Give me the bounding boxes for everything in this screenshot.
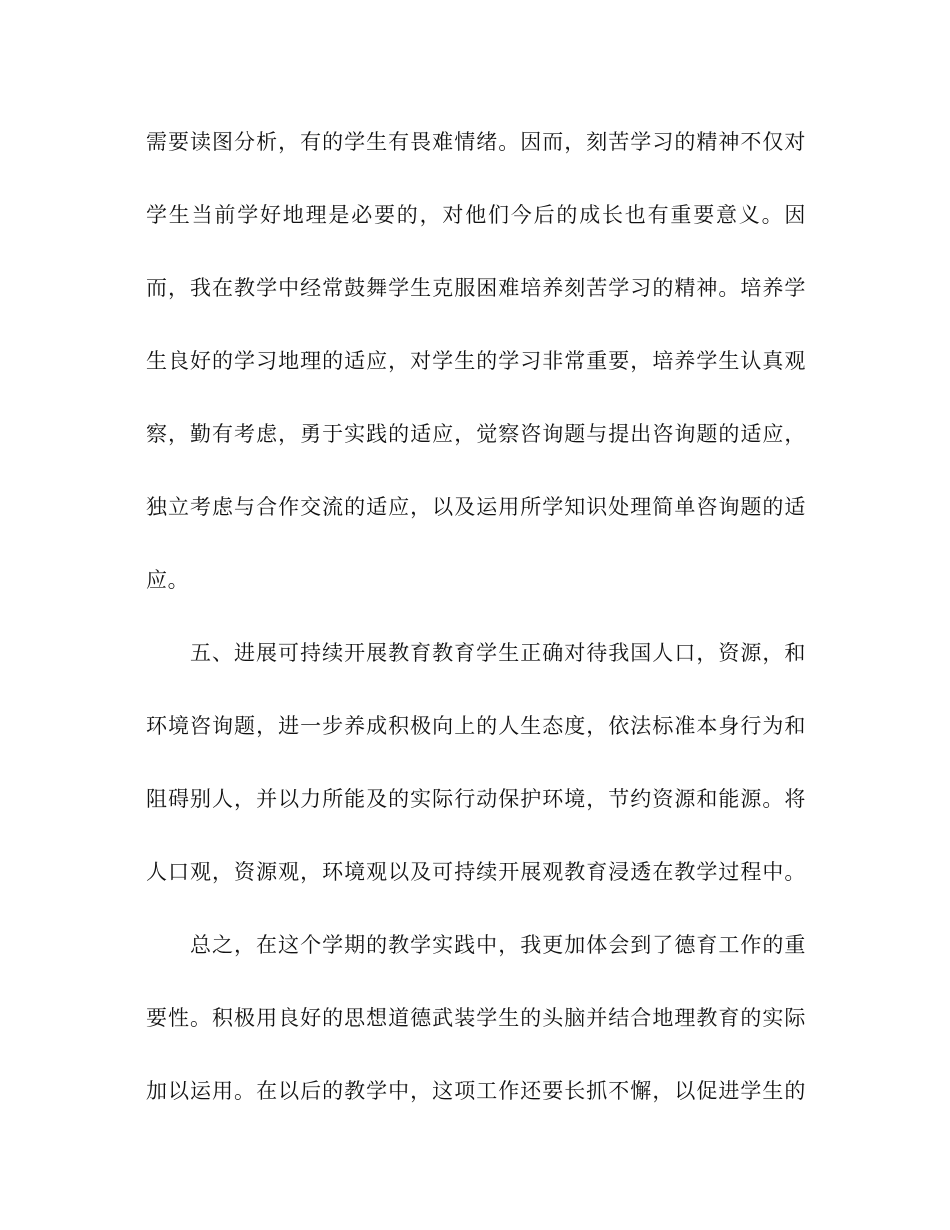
text-line: 人口观，资源观，环境观以及可持续开展观教育浸透在教学过程中。: [146, 860, 806, 884]
text-line: 而，我在教学中经常鼓舞学生克服困难培养刻苦学习的精神。培养学: [146, 276, 806, 300]
text-line: 加以运用。在以后的教学中，这项工作还要长抓不懈，以促进学生的: [146, 1079, 806, 1103]
text-line: 独立考虑与合作交流的适应，以及运用所学知识处理简单咨询题的适: [146, 495, 806, 519]
text-line: 察，勤有考虑，勇于实践的适应，觉察咨询题与提出咨询题的适应，: [146, 422, 806, 446]
text-line: 学生当前学好地理是必要的，对他们今后的成长也有重要意义。因: [146, 203, 806, 227]
paragraph-start-line: 五、进展可持续开展教育教育学生正确对待我国人口，资源，和: [190, 641, 806, 665]
text-line: 应。: [146, 568, 190, 592]
text-line: 需要读图分析，有的学生有畏难情绪。因而，刻苦学习的精神不仅对: [146, 130, 806, 154]
paragraph-start-line: 总之，在这个学期的教学实践中，我更加体会到了德育工作的重: [190, 933, 806, 957]
text-line: 阻碍别人，并以力所能及的实际行动保护环境，节约资源和能源。将: [146, 787, 806, 811]
text-line: 生良好的学习地理的适应，对学生的学习非常重要，培养学生认真观: [146, 349, 806, 373]
text-line: 环境咨询题，进一步养成积极向上的人生态度，依法标准本身行为和: [146, 714, 806, 738]
text-line: 要性。积极用良好的思想道德武装学生的头脑并结合地理教育的实际: [146, 1006, 806, 1030]
